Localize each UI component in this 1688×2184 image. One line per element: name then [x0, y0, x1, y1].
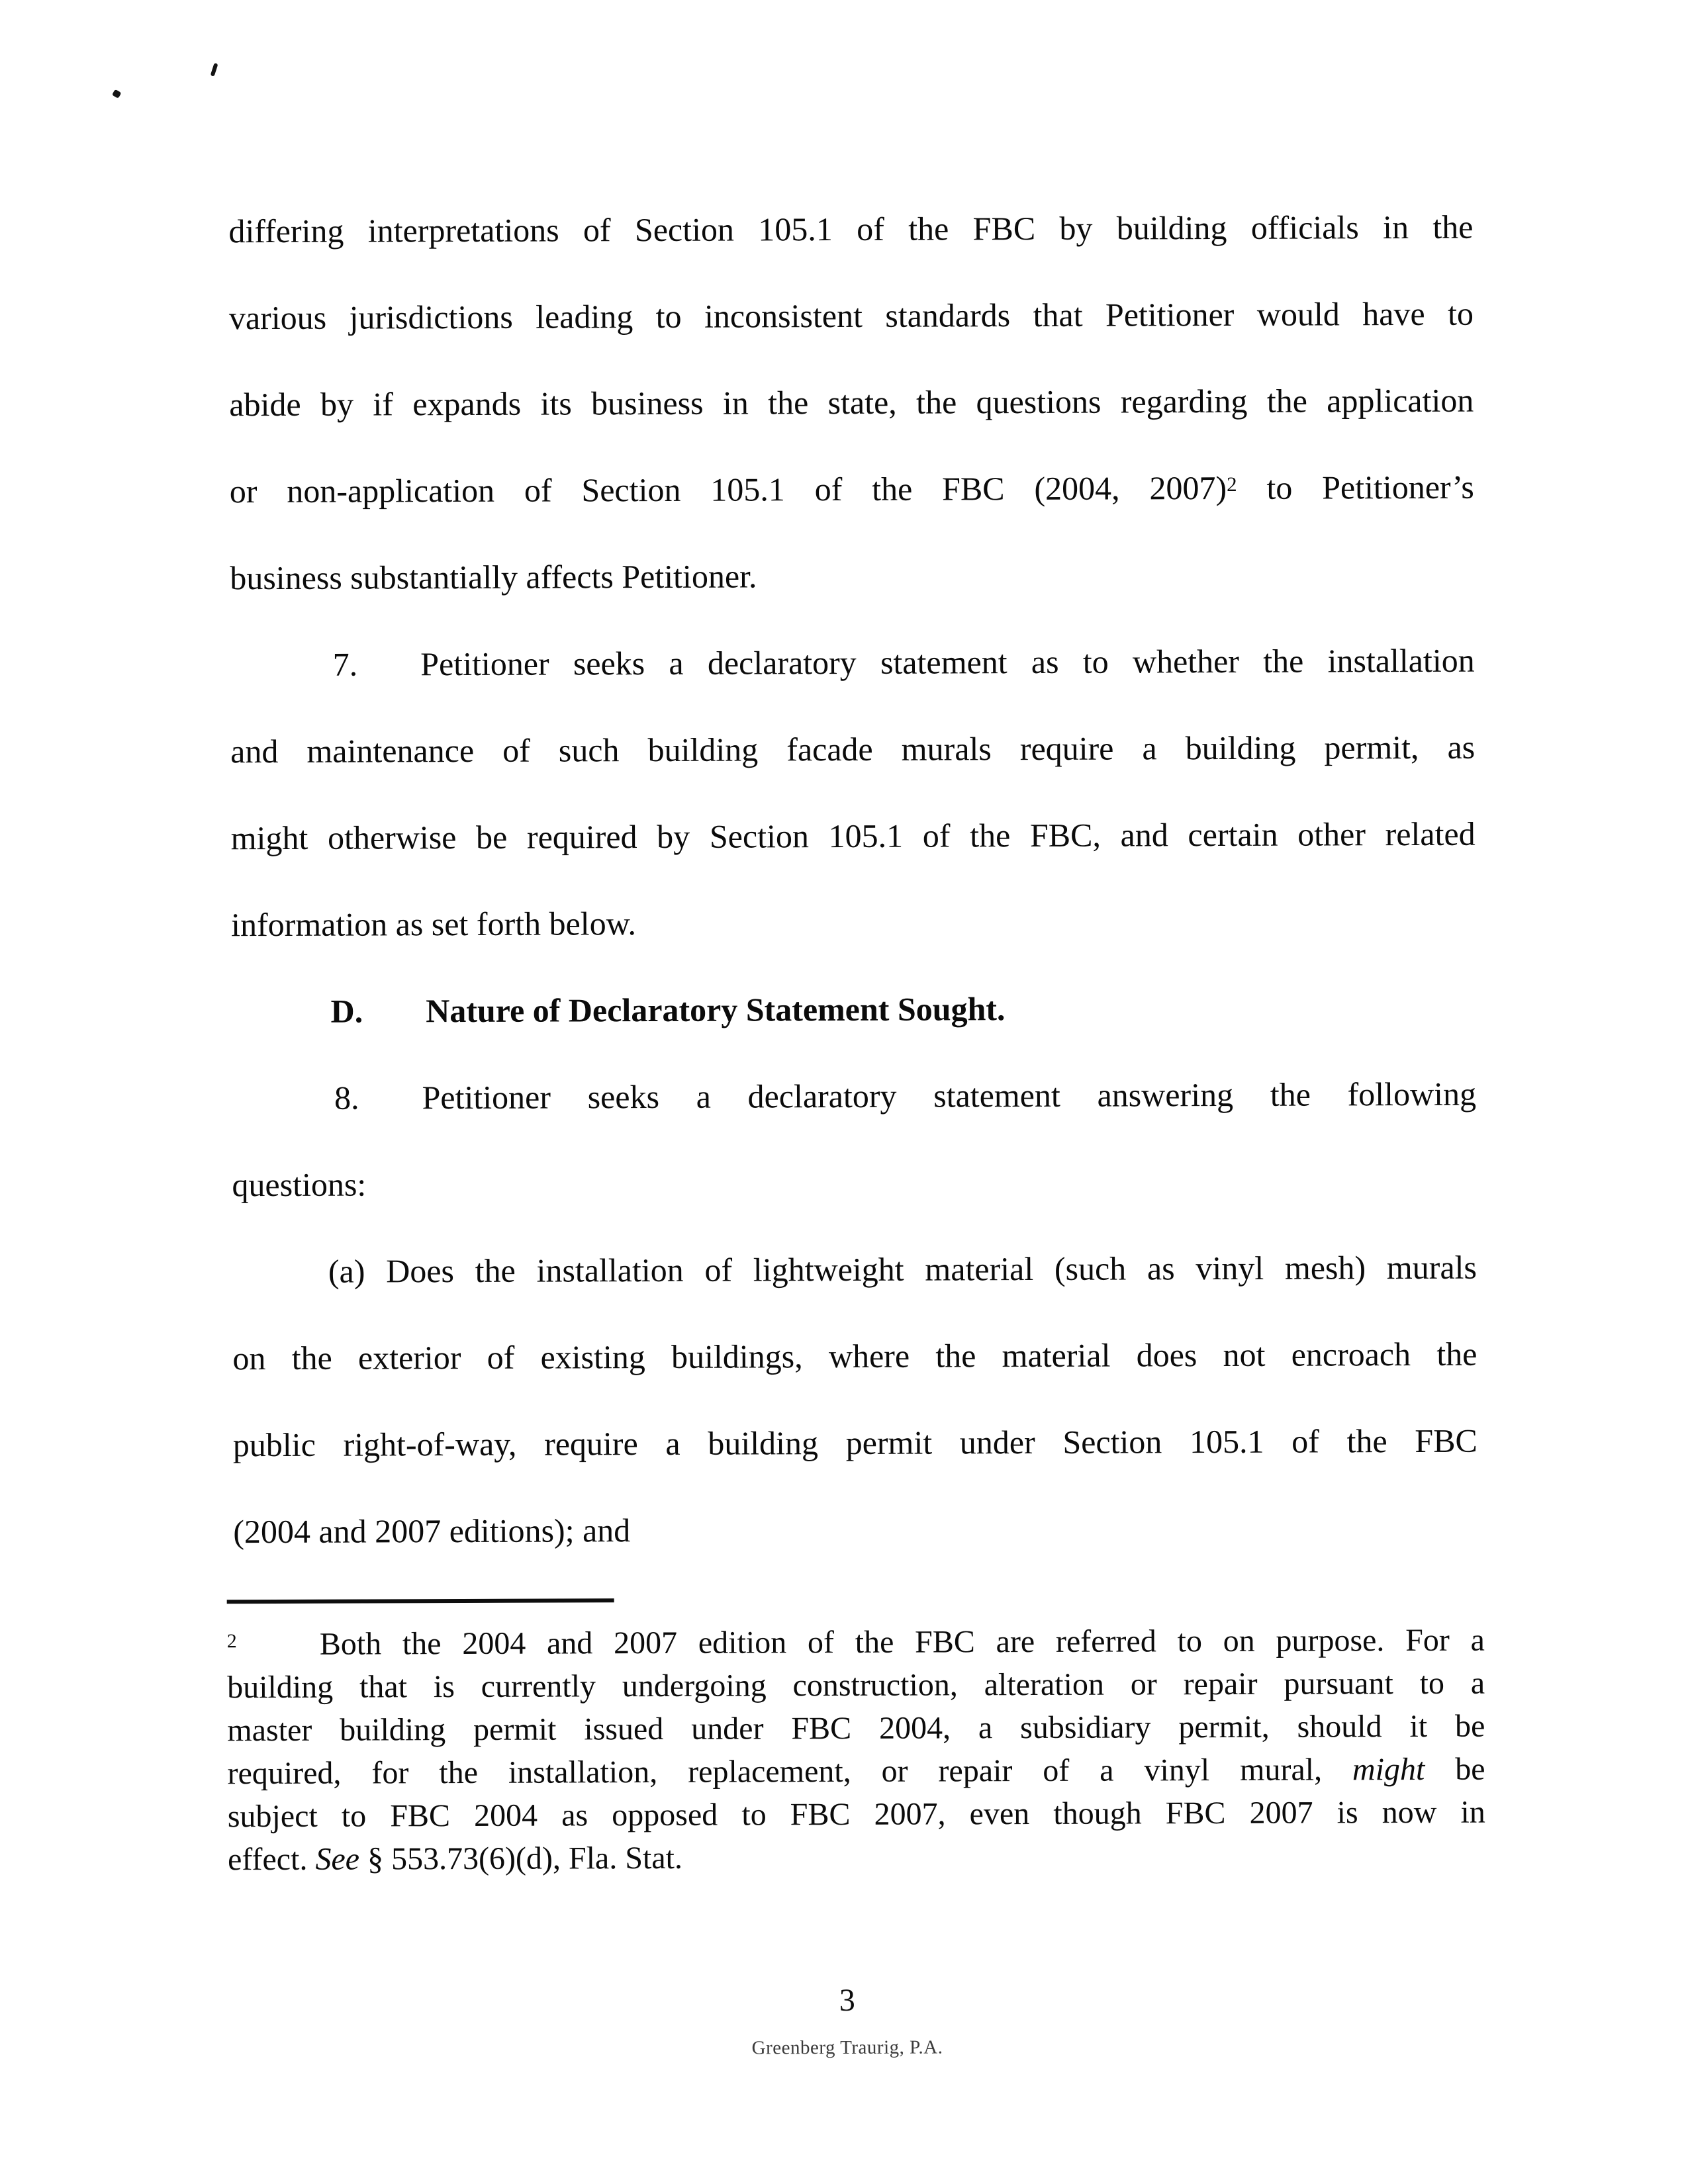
text-segment: See — [315, 1841, 360, 1877]
tab-gap — [359, 1108, 422, 1109]
text-segment: differing interpretations of Section 105.1 of the FBC by building officials in the — [228, 208, 1474, 250]
text-line — [230, 531, 1474, 622]
text-segment: D. — [330, 992, 363, 1030]
document-body-text — [228, 184, 1477, 1576]
text-line — [232, 1051, 1476, 1142]
superscript: 2 — [1227, 473, 1237, 496]
text-line — [229, 271, 1474, 362]
text-line — [230, 704, 1475, 796]
text-line — [228, 1791, 1485, 1839]
text-segment: (a) Does the installation of lightweight material (such as vinyl mesh) murals — [328, 1248, 1477, 1290]
text-segment: effect. — [227, 1841, 316, 1878]
text-segment: public right-of-way, require a building permit under Section 105.1 of the FBC — [232, 1422, 1477, 1464]
text-line — [227, 1619, 1485, 1666]
text-line — [231, 964, 1476, 1056]
text-line — [233, 1398, 1477, 1489]
text-segment: Petitioner seeks a declaratory statement answering the following — [422, 1075, 1477, 1116]
text-segment: and maintenance of such building facade murals require a building permit, as — [230, 728, 1476, 770]
text-segment: to Petitioner’s — [1237, 468, 1474, 506]
tab-gap — [363, 1021, 426, 1022]
text-segment: or non-application of Section 105.1 of the FBC (2004, 2007) — [229, 469, 1227, 510]
text-segment: information as set forth below. — [231, 905, 637, 944]
text-line — [230, 791, 1475, 882]
tab-gap — [357, 674, 420, 675]
text-segment: master building permit issued under FBC 2004, a subsidiary permit, should it be — [227, 1708, 1485, 1749]
text-segment: abide by if expands its business in the state, the questions regarding the application — [229, 381, 1474, 424]
text-line — [229, 357, 1474, 449]
text-line — [231, 878, 1476, 969]
text-segment: 8. — [334, 1079, 359, 1116]
text-segment: building that is currently undergoing construction, alteration or repair pursuant to a — [227, 1665, 1485, 1706]
text-segment: subject to FBC 2004 as opposed to FBC 2007, even though FBC 2007 is now in — [227, 1794, 1485, 1835]
text-segment: Nature of Declaratory Statement Sought. — [426, 990, 1006, 1030]
text-line — [227, 1662, 1485, 1709]
text-segment: § 553.73(6)(d), Fla. Stat. — [359, 1840, 683, 1877]
footnote — [227, 1596, 1485, 1882]
text-line — [230, 617, 1475, 709]
footnote-separator — [227, 1598, 614, 1604]
text-line — [228, 184, 1473, 275]
superscript: 2 — [226, 1629, 237, 1652]
text-segment: (2004 and 2007 editions); and — [233, 1512, 631, 1551]
text-segment: on the exterior of existing buildings, where the material does not encroach the — [232, 1335, 1477, 1377]
text-segment: Both the 2004 and 2007 edition of the FBC are referred to on purpose. For a — [319, 1622, 1485, 1662]
footnote-text — [227, 1619, 1485, 1882]
text-line — [227, 1748, 1485, 1796]
text-line — [228, 1834, 1485, 1882]
scan-artifact-tick — [211, 63, 218, 77]
page-number: 3 — [839, 1982, 855, 2019]
text-line — [232, 1311, 1477, 1402]
text-segment: might — [1352, 1751, 1425, 1788]
text-line — [232, 1224, 1477, 1316]
text-segment: Petitioner seeks a declaratory statement as to whether the installation — [420, 641, 1475, 683]
text-line — [230, 444, 1474, 535]
text-segment: business substantially affects Petitioner. — [230, 557, 757, 597]
text-segment: required, for the installation, replacement, or repair of a vinyl mural, — [227, 1752, 1353, 1792]
text-line — [233, 1484, 1477, 1576]
text-segment: might otherwise be required by Section 105.1 of the FBC, and certain other related — [230, 815, 1476, 857]
text-segment: 7. — [332, 645, 358, 683]
law-firm-footer: Greenberg Traurig, P.A. — [751, 2036, 943, 2059]
text-line — [227, 1705, 1485, 1752]
text-segment: questions: — [232, 1165, 367, 1204]
scan-artifact-dot — [112, 89, 122, 99]
text-segment: various jurisdictions leading to inconsistent standards that Petitioner would have to — [228, 295, 1474, 337]
text-line — [232, 1138, 1476, 1229]
text-segment: be — [1425, 1751, 1485, 1787]
tab-gap — [237, 1654, 320, 1655]
